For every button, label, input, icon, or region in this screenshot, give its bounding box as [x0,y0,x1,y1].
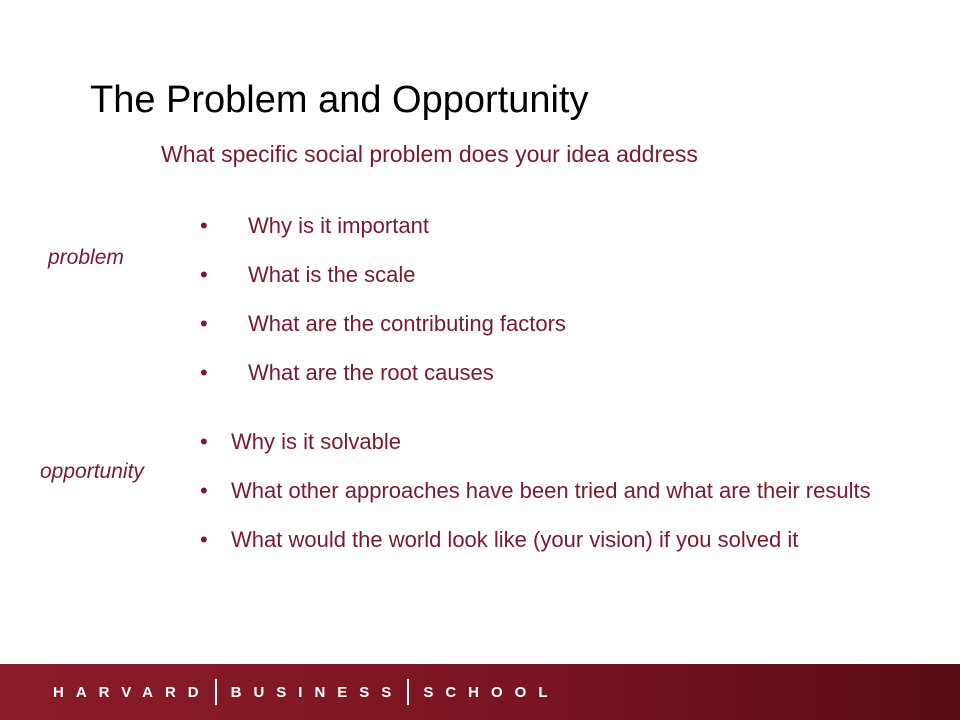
opportunity-label: opportunity [40,460,144,483]
footer-bar [0,664,960,720]
problem-bullet-list [200,201,566,397]
list-item [200,466,880,515]
logo-word-school: SCHOOL [423,683,560,701]
opportunity-bullet-list [200,417,880,564]
list-item [200,201,566,250]
problem-label: problem [48,246,124,269]
list-item [200,417,880,466]
list-item-text: What is the scale [248,262,416,287]
bullet-icon: • [200,429,208,454]
list-item-text: What are the contributing factors [248,311,566,336]
list-item-text: What are the root causes [248,360,494,385]
bullet-icon: • [200,360,208,385]
list-item-text: What other approaches have been tried and what are their results [231,478,871,503]
bullet-icon: • [200,478,208,503]
list-item [200,250,566,299]
logo-word-business: BUSINESS [230,683,404,701]
list-item-text: Why is it important [248,213,429,238]
bullet-icon: • [200,262,208,287]
list-item [200,515,880,564]
bullet-icon: • [200,213,208,238]
logo-word-harvard: HARVARD [53,683,211,701]
list-item [200,348,566,397]
slide-title: The Problem and Opportunity [90,79,589,121]
list-item-text: Why is it solvable [231,429,401,454]
logo-divider [215,679,217,705]
bullet-icon: • [200,311,208,336]
logo-divider [407,679,409,705]
list-item [200,299,566,348]
slide-subtitle: What specific social problem does your idea address [161,141,698,167]
bullet-icon: • [200,527,208,552]
list-item-text: What would the world look like (your vision) if you solved it [231,527,799,552]
harvard-business-school-logo [53,664,559,720]
